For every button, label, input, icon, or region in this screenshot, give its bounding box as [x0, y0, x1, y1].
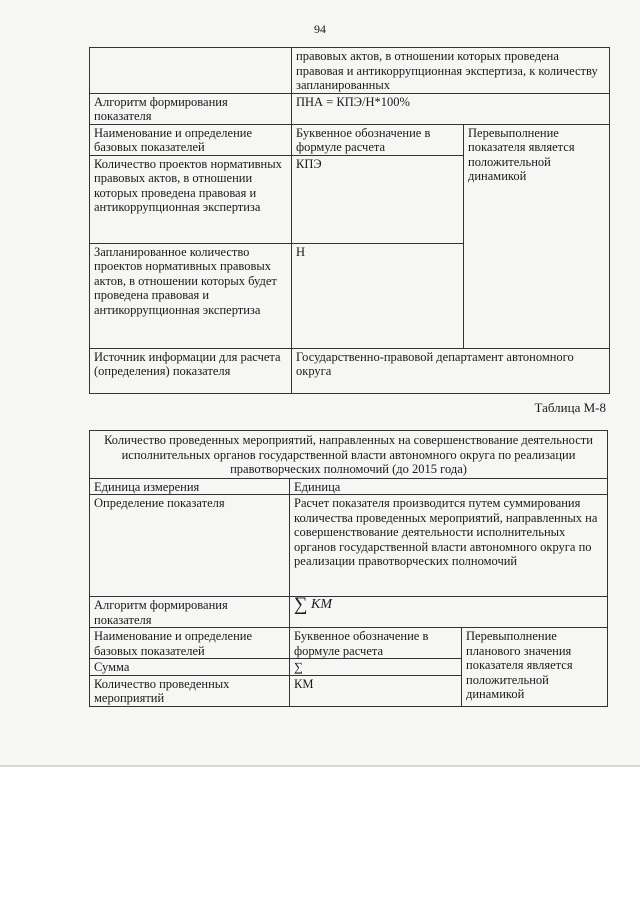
algorithm-formula: ПНА = КПЭ/Н*100%	[292, 93, 610, 124]
base-indicator-name: Количество проведенных мероприятий	[90, 675, 290, 706]
base-indicator-name: Запланированное количество проектов нормативных правовых актов, в отношении которых будет проведена правовая и антикоррупционная экспертиза	[90, 243, 292, 348]
algorithm-formula	[290, 594, 608, 628]
indicator-title: Количество проведенных мероприятий, направленных на совершенствование деятельности исполнительных органов государственной власти автономного округа по реализации правотворческих полномочий (до 2015 года)	[90, 431, 608, 479]
table-row	[90, 348, 610, 393]
base-indicator-letter: КПЭ	[292, 155, 464, 243]
col-base-indicators: Наименование и определение базовых показателей	[90, 628, 290, 659]
table-title-row	[90, 431, 608, 479]
scan-edge	[0, 765, 640, 767]
col-letter-designation: Буквенное обозначение в формуле расчета	[290, 628, 462, 659]
table-header-row	[90, 124, 610, 155]
empty-cell	[90, 48, 292, 94]
table-row	[90, 93, 610, 124]
definition-label: Определение показателя	[90, 495, 290, 597]
base-indicator-name: Сумма	[90, 659, 290, 676]
sigma-symbol: ∑	[294, 594, 308, 615]
definition-value: Расчет показателя производится путем суммирования количества проведенных мероприятий, направленных на совершенствование деятельности исполнительных органов государственной власти автономного округа по реализации правотворческих полномочий	[290, 495, 608, 597]
col-letter-designation: Буквенное обозначение в формуле расчета	[292, 124, 464, 155]
formula-variable: КМ	[311, 597, 333, 612]
col-base-indicators: Наименование и определение базовых показателей	[90, 124, 292, 155]
base-indicator-name: Количество проектов нормативных правовых актов, в отношении которых проведена правовая и антикоррупционная экспертиза	[90, 155, 292, 243]
algorithm-label: Алгоритм формирования показателя	[90, 93, 292, 124]
indicator-table-m8	[89, 430, 608, 707]
continued-text: правовых актов, в отношении которых проведена правовая и антикоррупционная экспертиза, к количеству запланированных	[292, 48, 610, 94]
base-indicator-letter: КМ	[290, 675, 462, 706]
indicator-table-1	[89, 47, 610, 394]
base-indicator-letter: ∑	[290, 659, 462, 676]
overfulfillment-note: Перевыполнение показателя является положительной динамикой	[464, 124, 610, 348]
source-label: Источник информации для расчета (определения) показателя	[90, 348, 292, 393]
table-row	[90, 597, 608, 628]
algorithm-label: Алгоритм формирования показателя	[90, 597, 290, 628]
table-row	[90, 48, 610, 94]
table-row	[90, 478, 608, 495]
unit-label: Единица измерения	[90, 478, 290, 495]
table-header-row	[90, 628, 608, 659]
page-number: 94	[314, 22, 326, 36]
source-value: Государственно-правовой департамент автономного округа	[292, 348, 610, 393]
base-indicator-letter: Н	[292, 243, 464, 348]
overfulfillment-note: Перевыполнение планового значения показателя является положительной динамикой	[462, 628, 608, 707]
unit-value: Единица	[290, 478, 608, 495]
table-caption: Таблица М-8	[534, 400, 606, 415]
table-row	[90, 495, 608, 597]
